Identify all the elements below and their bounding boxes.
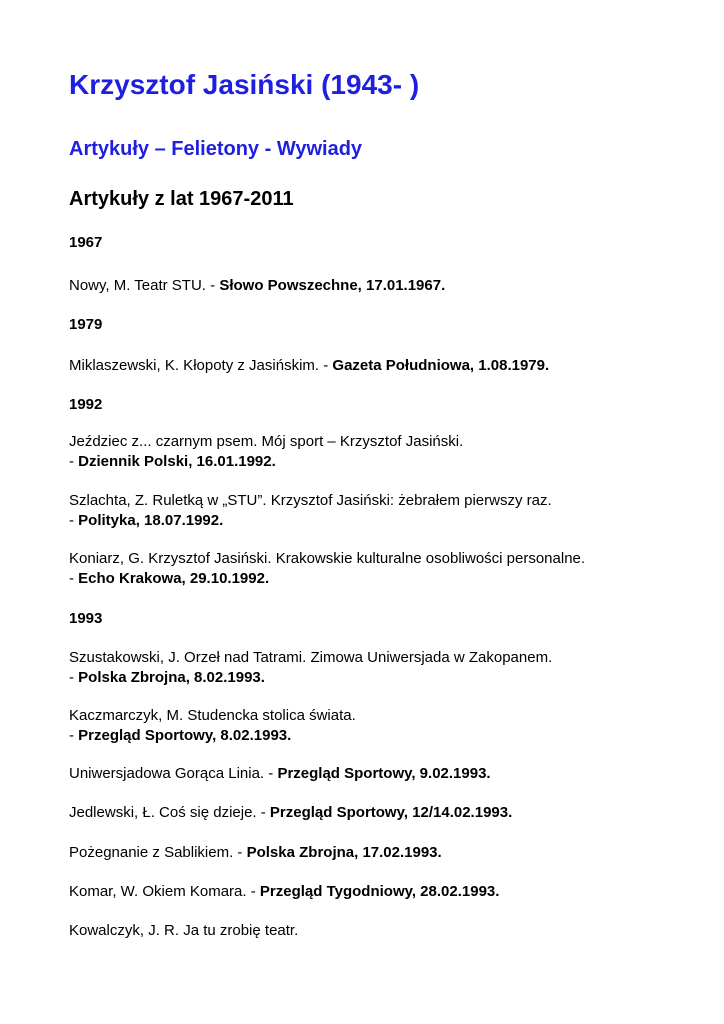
entry-prefix: - bbox=[69, 453, 79, 470]
entry-source: Polska Zbrojna, 17.02.1993. bbox=[246, 844, 442, 861]
entry-text: Jedlewski, Ł. Coś się dzieje. - bbox=[69, 804, 270, 821]
bibliography-entry bbox=[69, 276, 445, 296]
year-heading: 1992 bbox=[69, 396, 103, 413]
entry-source: Gazeta Południowa, 1.08.1979. bbox=[332, 357, 550, 374]
section-heading: Artykuły z lat 1967-2011 bbox=[69, 188, 294, 210]
entry-prefix: - bbox=[69, 570, 79, 587]
entry-text: Pożegnanie z Sablikiem. - bbox=[69, 844, 247, 861]
bibliography-entry bbox=[69, 356, 549, 376]
entry-text: Szustakowski, J. Orzeł nad Tatrami. Zimowa Uniwersjada w Zakopanem. bbox=[69, 649, 553, 666]
year-heading: 1967 bbox=[69, 234, 103, 251]
bibliography-entry bbox=[69, 764, 491, 784]
entry-text: Kaczmarczyk, M. Studencka stolica świata. bbox=[69, 707, 356, 724]
entry-text: Szlachta, Z. Ruletką w „STU”. Krzysztof Jasiński: żebrałem pierwszy raz. bbox=[69, 492, 552, 509]
entry-text: Komar, W. Okiem Komara. - bbox=[69, 883, 260, 900]
entry-source: Przegląd Sportowy, 9.02.1993. bbox=[277, 765, 491, 782]
bibliography-entry bbox=[69, 706, 356, 746]
bibliography-entry bbox=[69, 549, 585, 589]
entry-source: Polska Zbrojna, 8.02.1993. bbox=[78, 669, 265, 686]
bibliography-entry bbox=[69, 803, 512, 823]
entry-source: Przegląd Sportowy, 8.02.1993. bbox=[78, 727, 292, 744]
bibliography-entry bbox=[69, 491, 552, 531]
entry-source: Przegląd Tygodniowy, 28.02.1993. bbox=[259, 883, 500, 900]
entry-source: Dziennik Polski, 16.01.1992. bbox=[78, 453, 276, 470]
page-title: Krzysztof Jasiński (1943- ) bbox=[69, 69, 420, 100]
entry-source: Echo Krakowa, 29.10.1992. bbox=[78, 570, 270, 587]
year-heading: 1979 bbox=[69, 316, 103, 333]
bibliography-entry bbox=[69, 843, 442, 863]
entry-text: Koniarz, G. Krzysztof Jasiński. Krakowskie kulturalne osobliwości personalne. bbox=[69, 550, 586, 567]
year-heading: 1993 bbox=[69, 610, 103, 627]
entry-text: Nowy, M. Teatr STU. - bbox=[69, 277, 220, 294]
bibliography-entry bbox=[69, 882, 499, 902]
entry-text: Jeździec z... czarnym psem. Mój sport – Krzysztof Jasiński. bbox=[69, 433, 464, 450]
entry-source: Przegląd Sportowy, 12/14.02.1993. bbox=[269, 804, 513, 821]
entry-source: Słowo Powszechne, 17.01.1967. bbox=[219, 277, 446, 294]
entry-prefix: - bbox=[69, 669, 79, 686]
bibliography-entry bbox=[69, 921, 298, 941]
bibliography-entry bbox=[69, 648, 552, 688]
entry-text: Kowalczyk, J. R. Ja tu zrobię teatr. bbox=[69, 922, 299, 939]
bibliography-entry bbox=[69, 432, 463, 472]
entry-text: Uniwersjadowa Gorąca Linia. - bbox=[69, 765, 278, 782]
entry-prefix: - bbox=[69, 727, 79, 744]
page-subtitle: Artykuły – Felietony - Wywiady bbox=[69, 138, 363, 160]
entry-text: Miklaszewski, K. Kłopoty z Jasińskim. - bbox=[69, 357, 333, 374]
entry-prefix: - bbox=[69, 512, 79, 529]
entry-source: Polityka, 18.07.1992. bbox=[78, 512, 224, 529]
